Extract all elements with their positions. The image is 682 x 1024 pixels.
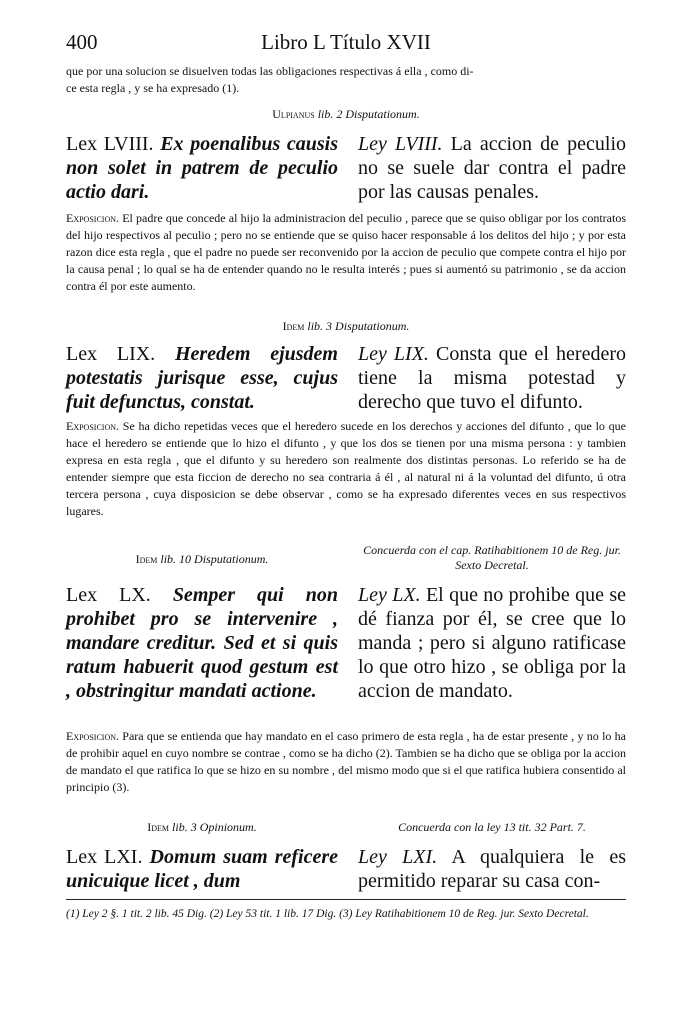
- page-number: 400: [66, 30, 98, 54]
- source-book: lib. 2 Disputationum.: [317, 107, 420, 121]
- latin-text: Heredem ejusdem potestatis jurisque esse, cujus fuit defunctus, constat.: [66, 343, 338, 413]
- spanish-rule: [358, 342, 626, 414]
- source-author: Idem: [147, 820, 170, 834]
- lex-heading: Lex LX.: [66, 584, 151, 606]
- source-citation: [66, 319, 626, 334]
- spanish-text: Consta que el heredero tiene la misma potestad y derecho que tuvo el difunto.: [358, 343, 626, 413]
- latin-text: Domum suam reficere unicuique licet , dum: [66, 846, 339, 892]
- latin-rule: [66, 845, 338, 893]
- source-book: lib. 10 Disputationum.: [160, 552, 269, 566]
- ley-heading: Ley LX.: [358, 584, 421, 606]
- intro-line: que por una solucion se disuelven todas las obligaciones respectivas á ella , como di-: [66, 64, 474, 78]
- source-book: lib. 3 Opinionum.: [172, 820, 257, 834]
- ley-heading: Ley LVIII.: [358, 133, 443, 155]
- intro-line: ce esta regla , y se ha expresado (1).: [66, 81, 240, 95]
- spanish-rule: [358, 583, 626, 703]
- source-author: Ulpianus: [272, 107, 315, 121]
- source-citation: [66, 820, 338, 835]
- lex-heading: Lex LIX.: [66, 343, 156, 365]
- spanish-text: El que no prohibe que se dé fianza por él, se cree que lo manda ; pero si alguno ratificase lo que otro hizo , se obliga por la accion de mandato.: [358, 584, 627, 702]
- latin-text: Semper qui non prohibet pro se intervenire , mandare creditur. Sed et si quis ratum habuerit quod gestum est , obstringitur mandati actione.: [66, 584, 338, 702]
- source-citation: [66, 552, 338, 567]
- footnote-rule: [66, 899, 626, 900]
- intro-paragraph: [66, 63, 626, 97]
- exposition-paragraph: [66, 728, 626, 796]
- source-author: Idem: [135, 552, 158, 566]
- page-header: [66, 28, 626, 56]
- latin-text: Ex poenalibus causis non solet in patrem de peculio actio dari.: [66, 133, 339, 203]
- concordance-note: Concuerda con la ley 13 tit. 32 Part. 7.: [398, 820, 586, 834]
- spanish-rule: [358, 132, 626, 204]
- exposition-text: Para que se entienda que hay mandato en el caso primero de esta regla , ha de estar presente , y no lo ha de prohibir aquel en cuyo nombre se contrae , como se ha dicho (2). Tambien se ha dicho que se obliga por la accion de mandato el que ratifica lo que se hizo en su nombre , del mismo modo que si el que ratifica hubiera consentido al principio (3).: [66, 729, 627, 794]
- exposition-text: El padre que concede al hijo la administracion del peculio , parece que se quiso obligar por los contratos del hijo respectivos al peculio ; pero no se entiende que se quiso hacer responsable á los delitos del hijo ; y por esta razon dice esta regla , que el padre no puede ser reconvenido por la accion de peculio que compete contra el hijo por la causa penal ; lo qual se ha de entender quando no le resulta interés ; pues si aumentó su patrimonio , se da accion contra él por este aumento.: [66, 211, 626, 293]
- running-head: Libro L Título XVII: [261, 30, 431, 54]
- lex-heading: Lex LVIII.: [66, 133, 154, 155]
- exposition-label: Exposicion.: [66, 211, 120, 225]
- exposition-text: Se ha dicho repetidas veces que el heredero sucede en los derechos y acciones del difunto , que lo que hace el heredero se entiende que lo hizo el difunto , y que los dos se tienen por una misma persona : y tambien expresa en esta regla , que el difunto y su heredero son realmente dos distintas personas. Lo referido se ha de entender siempre que esta ficcion de derecho no sea contraria á él , al natural ni á la voluntad del difunto, ú otra tercera persona , cuya disposicion se debe observar , como se ha expresado diferentes veces en sus respectivos lugares.: [66, 419, 626, 518]
- ley-heading: Ley LIX.: [358, 343, 429, 365]
- concordance-note: Concuerda con el cap. Ratihabitionem 10 de Reg. jur. Sexto Decretal.: [363, 543, 621, 572]
- ley-heading: Ley LXI.: [358, 846, 438, 868]
- lex-heading: Lex LXI.: [66, 846, 143, 868]
- spanish-rule: [358, 845, 626, 893]
- exposition-label: Exposicion.: [66, 419, 120, 433]
- exposition-paragraph: [66, 418, 626, 520]
- exposition-label: Exposicion.: [66, 729, 120, 743]
- latin-rule: [66, 132, 338, 204]
- latin-rule: [66, 583, 338, 703]
- source-citation: [66, 107, 626, 122]
- spanish-text: A qualquiera le es permitido reparar su casa con-: [358, 846, 626, 892]
- latin-rule: [66, 342, 338, 414]
- source-author: Idem: [282, 319, 305, 333]
- exposition-paragraph: [66, 210, 626, 295]
- source-book: lib. 3 Disputationum.: [307, 319, 410, 333]
- footnotes: (1) Ley 2 §. 1 tit. 2 lib. 45 Dig. (2) Ley 53 tit. 1 lib. 17 Dig. (3) Ley Ratihabitionem 10 de Reg. jur. Sexto Decretal.: [66, 908, 589, 920]
- spanish-text: La accion de peculio no se suele dar contra el padre por las causas penales.: [358, 133, 626, 203]
